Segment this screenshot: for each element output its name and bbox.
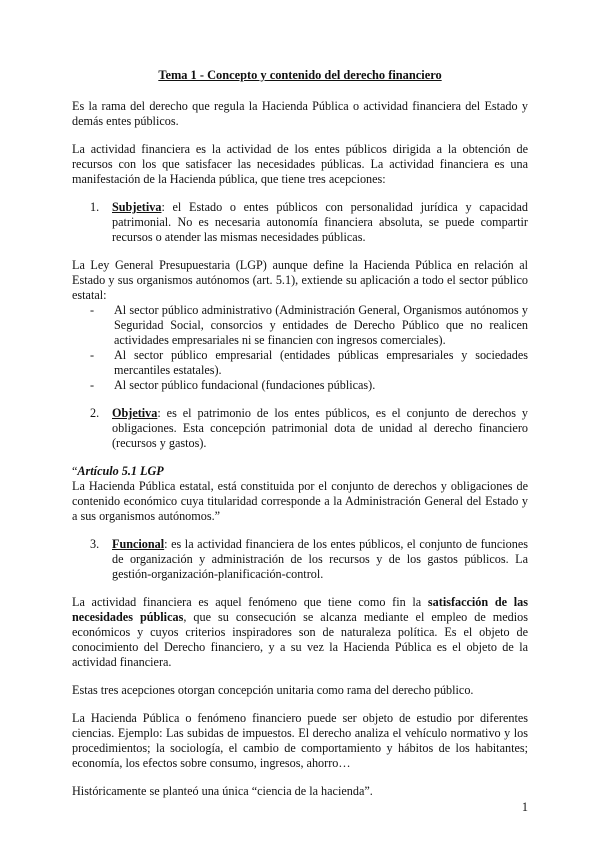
list-item: - Al sector público administrativo (Administración General, Organismos autónomos y Seguridad Social, consorcios y entidades de Derecho Público que no realicen actividades empresariales ni se financien con ingresos comerciales). xyxy=(90,303,528,347)
list-item: - Al sector público fundacional (fundaciones públicas). xyxy=(90,378,376,392)
paragraph-definition: Es la rama del derecho que regula la Hacienda Pública o actividad financiera del Estado y demás entes públicos. xyxy=(72,99,528,128)
sector-list xyxy=(72,303,528,393)
item-text: : es el patrimonio de los entes públicos, es el conjunto de derechos y obligaciones. Esta concepción patrimonial dota de unidad al derecho financiero (recursos y gastos). xyxy=(112,406,528,450)
emphasis-text: satisfacción de las necesidades públicas xyxy=(72,595,528,624)
item-number: 1. xyxy=(90,200,100,214)
numbered-item-objetiva xyxy=(72,406,528,451)
numbered-item-subjetiva xyxy=(72,200,528,245)
paragraph-unitary: Estas tres acepciones otorgan concepción unitaria como rama del derecho público. xyxy=(72,683,474,697)
paragraph-activity-purpose: La actividad financiera es aquel fenómeno que tiene como fin la satisfacción de las necesidades públicas, que su consecución se alcanza mediante el empleo de medios económicos y cuyos criterios inspiradores son de naturaleza política. Es el objeto de conocimiento del Derecho financiero, y a su vez la Hacienda Pública es el objeto de la actividad financiera. xyxy=(72,595,528,669)
paragraph-financial-activity: La actividad financiera es la actividad de los entes públicos dirigida a la obtención de recursos con los que satisfacer las necesidades públicas. La actividad financiera es una manifestación de la Hacienda pública, que tiene tres acepciones: xyxy=(72,142,528,186)
numbered-item-funcional xyxy=(72,537,528,582)
item-number: 3. xyxy=(90,537,100,551)
term-objetiva: Objetiva xyxy=(112,406,158,420)
page-number: 1 xyxy=(521,800,528,814)
list-item: - Al sector público empresarial (entidades públicas empresariales y sociedades mercantiles estatales). xyxy=(90,348,528,377)
paragraph-sciences: La Hacienda Pública o fenómeno financiero puede ser objeto de estudio por diferentes ciencias. Ejemplo: Las subidas de impuestos. El derecho analiza el vehículo normativo y los procedimientos; la sociología, el cambio de comportamiento y hábitos de los habitantes; economía, los efectos sobre consumo, ingresos, ahorro… xyxy=(72,711,528,770)
paragraph-lgp: La Ley General Presupuestaria (LGP) aunque define la Hacienda Pública en relación al Estado y sus organismos autónomos (art. 5.1), extiende su aplicación a todo el sector público estatal: xyxy=(72,258,528,302)
paragraph-historical: Históricamente se planteó una única “ciencia de la hacienda”. xyxy=(72,784,373,798)
item-text: : es la actividad financiera de los entes públicos, el conjunto de funciones de organización y administración de los recursos y de los gastos públicos. La gestión-organización-planificación-control. xyxy=(112,537,528,581)
page-title: Tema 1 - Concepto y contenido del derecho financiero xyxy=(158,68,442,82)
term-subjetiva: Subjetiva xyxy=(112,200,162,214)
term-funcional: Funcional xyxy=(112,537,165,551)
item-text: : el Estado o entes públicos con personalidad jurídica y capacidad patrimonial. No es necesaria autonomía financiera absoluta, se puede compartir recursos o atender las mismas necesidades públicas. xyxy=(112,200,528,244)
article-quote: “Artículo 5.1 LGP La Hacienda Pública estatal, está constituida por el conjunto de derechos y obligaciones de contenido económico cuya titularidad corresponde a la Administración General del Estado y a sus organismos autónomos.” xyxy=(72,464,528,523)
item-number: 2. xyxy=(90,406,100,420)
quote-heading: Artículo 5.1 LGP xyxy=(77,464,164,478)
quote-text: La Hacienda Pública estatal, está constituida por el conjunto de derechos y obligaciones de contenido económico cuya titularidad corresponde a la Administración General del Estado y a sus organismos autónomos.” xyxy=(72,479,528,523)
